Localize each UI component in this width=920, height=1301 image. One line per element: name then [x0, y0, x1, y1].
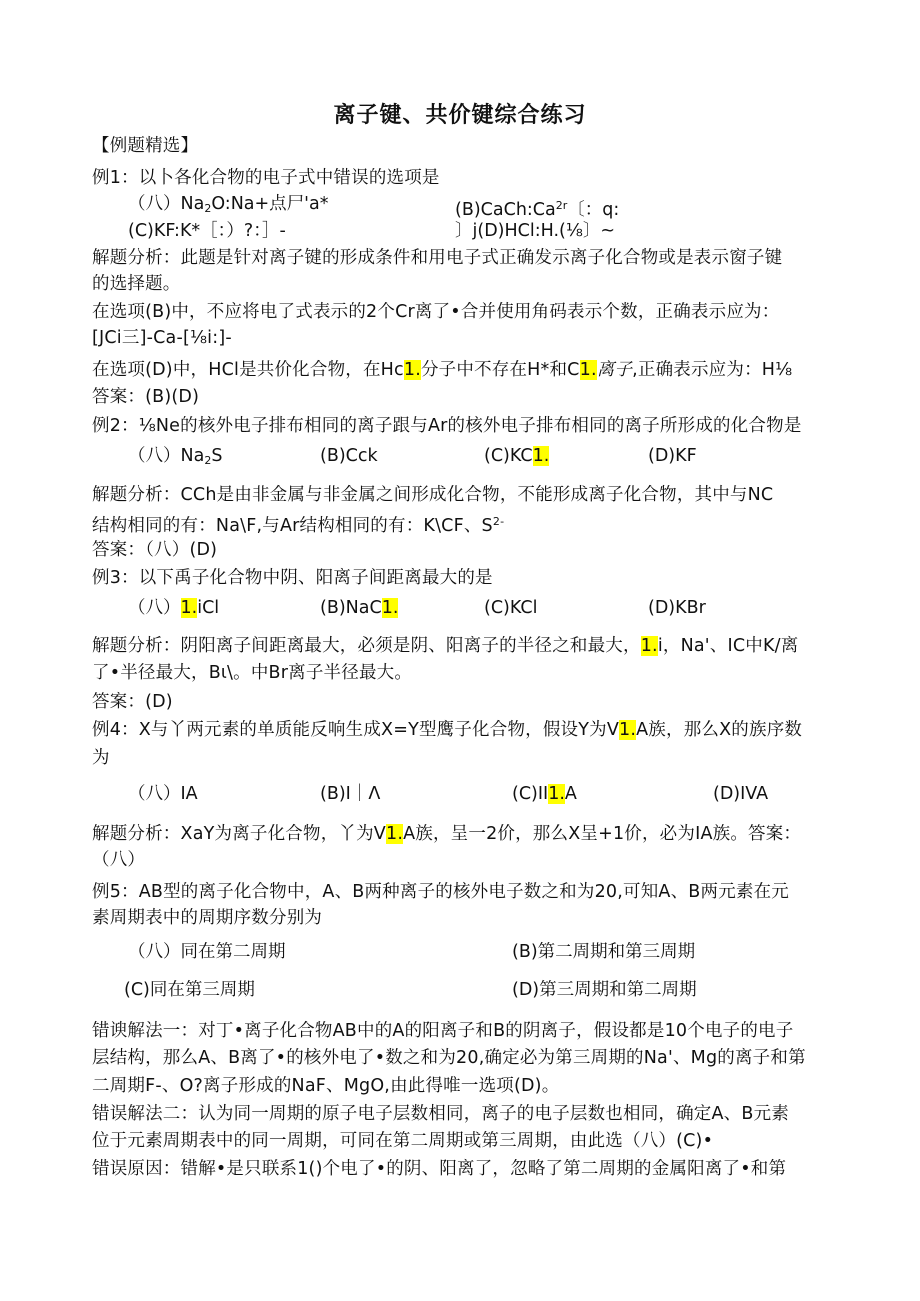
ex2-an2-pre: 结构相同的有：Na\F,与Ar结构相同的有：K\CF、S — [92, 516, 493, 536]
ex5-option-a: （八）同在第二周期 — [128, 942, 286, 962]
ex4-option-c-post: A — [564, 784, 577, 804]
ex3-option-b-pre: (B)NaC — [320, 598, 382, 618]
ex3-an1-a: 解题分析：阴阳离子间距离最大，必须是阴、阳离子的半径之和最大， — [92, 636, 641, 656]
ex1-option-c: (C)KF:K*［：）?：］- — [128, 221, 286, 241]
ex1-an5-b: 分子中不存在H*和C — [420, 360, 580, 380]
ex1-an5-c: 离子 — [596, 360, 633, 380]
ex4-an1-a: 解题分析：XaY为离子化合物，丫为V — [92, 824, 386, 844]
highlight-mark: 1. — [403, 360, 421, 380]
highlight-mark: 1. — [619, 720, 637, 740]
ex2-option-d: (D)KF — [648, 446, 697, 466]
highlight-mark: 1. — [385, 824, 404, 844]
ex1-question: 例1：以卜各化合物的电子式中错误的选项是 — [92, 168, 440, 188]
ex3-option-a-post: iCl — [197, 598, 220, 618]
ex5-question-line1: 例5：AB型的离子化合物中，A、B两种离子的核外电子数之和为20,可知A、B两元素在元 — [92, 882, 789, 902]
ex3-analysis-line2: 了•半径最大，Bι\。中Br离子半径最大。 — [92, 663, 413, 683]
ex4-analysis-line2: （八） — [92, 850, 146, 870]
ex3-an1-b: i，Na'、IC中K/离 — [657, 636, 799, 656]
ex3-option-a-pre: （八） — [128, 598, 181, 618]
ex4-q1-b: A族，那么X的族序数 — [636, 720, 803, 740]
ex1-option-b — [455, 194, 619, 222]
ex1-option-a-pre: （八）Na — [128, 194, 205, 214]
ex4-question-line2: 为 — [92, 748, 110, 768]
ex2-option-a — [128, 444, 222, 473]
ex2-option-c — [484, 444, 549, 468]
ex2-option-b: (B)Cck — [320, 446, 378, 466]
highlight-mark: 1. — [381, 598, 399, 618]
ex5-question-line2: 素周期表中的周期序数分别为 — [92, 908, 323, 928]
ex1-an5-a: 在选项(D)中，HCl是共价化合物，在Hc — [92, 360, 404, 380]
ex1-an5-d: ,正确表示应为：H⅛ — [632, 360, 793, 380]
ex4-q1-a: 例4：X与丫两元素的单质能反响生成X=Y型鹰子化合物，假设Y为V — [92, 720, 620, 740]
ex1-analysis-line3: 在选项(B)中，不应将电了式表示的2个Cr离了•合并使用角码表示个数，正确表示应为： — [92, 302, 780, 322]
ex5-option-c: (C)同在第三周期 — [124, 980, 255, 1000]
ex3-option-a — [128, 596, 219, 620]
ex4-option-c — [512, 782, 577, 806]
ex1-analysis-line1: 解题分析：此题是针对离子键的形成条件和用电子式正确发示离子化合物或是表示窗子键 — [92, 248, 783, 268]
ex5-wrong2-line1: 错误解法二：认为同一周期的原子电子层数相同，离子的电子层数也相同，确定A、B元素 — [92, 1104, 789, 1124]
ex3-analysis-line1 — [92, 634, 798, 658]
ex3-answer: 答案：(D) — [92, 692, 173, 712]
ex2-an2-sup: 2- — [492, 515, 505, 528]
ex1-option-b-post: 〔：q: — [567, 200, 620, 220]
section-heading: 【例题精选】 — [92, 136, 199, 156]
ex2-analysis-line2 — [92, 510, 504, 538]
ex2-option-a-pre: （八）Na — [128, 446, 205, 466]
ex1-analysis-line4: [JCi三]-Ca-[⅛i:]- — [92, 328, 232, 348]
ex4-option-b: (B)I｜Λ — [320, 784, 381, 804]
highlight-mark: 1. — [548, 784, 565, 804]
highlight-mark: 1. — [180, 598, 198, 618]
highlight-mark: 1. — [532, 446, 550, 466]
ex3-question: 例3：以下禹子化合物中阴、阳离子间距离最大的是 — [92, 568, 493, 588]
ex1-analysis-line5 — [92, 358, 792, 382]
ex4-analysis-line1 — [92, 822, 801, 846]
ex1-option-a-post: O:Na+点尸'a* — [211, 194, 329, 214]
ex2-option-c-pre: (C)KC — [484, 446, 533, 466]
ex1-option-d: 〕j(D)HCl:H.(⅛〕~ — [455, 221, 615, 241]
ex2-answer: 答案：（八）(D) — [92, 540, 218, 560]
highlight-mark: 1. — [640, 636, 658, 656]
ex2-analysis-line1: 解题分析：CCh是由非金属与非金属之间形成化合物，不能形成离子化合物，其中与NC — [92, 485, 774, 505]
ex5-wrong1-line1: 错谀解法一：对丁•离子化合物AB中的A的阳离子和B的阴离子，假设都是10个电子的电子 — [92, 1021, 794, 1041]
ex5-reason-line1: 错误原因：错解•是只联系1()个电了•的阴、阳离了，忽略了第二周期的金属阳离了•和第 — [92, 1159, 787, 1179]
ex2-question: 例2：⅛Ne的核外电子排布相同的离子跟与Ar的核外电子排布相同的离子所形成的化合物是 — [92, 416, 802, 436]
ex1-option-b-pre: (B)CaCh:Ca — [455, 200, 556, 220]
ex5-wrong2-line2: 位于元素周期表中的同一周期，可同在第二周期或第三周期，由此选（八）(C)• — [92, 1131, 714, 1151]
ex5-option-d: (D)第三周期和第二周期 — [512, 980, 697, 1000]
ex1-analysis-line2: 的选择题。 — [92, 274, 181, 294]
ex5-wrong1-line3: 二周期F-、O?离子形成的NaF、MgO,由此得唯一选项(D)。 — [92, 1076, 560, 1096]
ex4-question-line1 — [92, 718, 802, 742]
ex5-wrong1-line2: 层结构，那么A、B离了•的核外电了•数之和为20,确定必为第三周期的Na'、Mg的离子和第 — [92, 1048, 806, 1068]
ex3-option-c: (C)KCl — [484, 598, 538, 618]
ex1-answer: 答案：(B)(D) — [92, 387, 200, 407]
ex1-option-a — [128, 192, 328, 221]
ex3-option-b — [320, 596, 398, 620]
highlight-mark: 1. — [579, 360, 597, 380]
page-title: 离子键、共价键综合练习 — [333, 103, 587, 128]
ex4-option-c-pre: (C)II — [512, 784, 549, 804]
ex1-option-b-sup: 2r — [555, 199, 568, 212]
ex3-option-d: (D)KBr — [648, 598, 706, 618]
ex5-option-b: (B)第二周期和第三周期 — [512, 942, 696, 962]
ex2-option-a-sub: 2 — [204, 454, 212, 467]
ex4-an1-b: A族，呈一2价，那么X呈+1价，必为IA族。答案： — [403, 824, 802, 844]
ex4-option-d: (D)IVA — [713, 784, 769, 804]
ex4-option-a: （八）IA — [128, 784, 198, 804]
ex1-option-a-sub: 2 — [204, 202, 212, 215]
ex2-option-a-post: S — [211, 446, 223, 466]
